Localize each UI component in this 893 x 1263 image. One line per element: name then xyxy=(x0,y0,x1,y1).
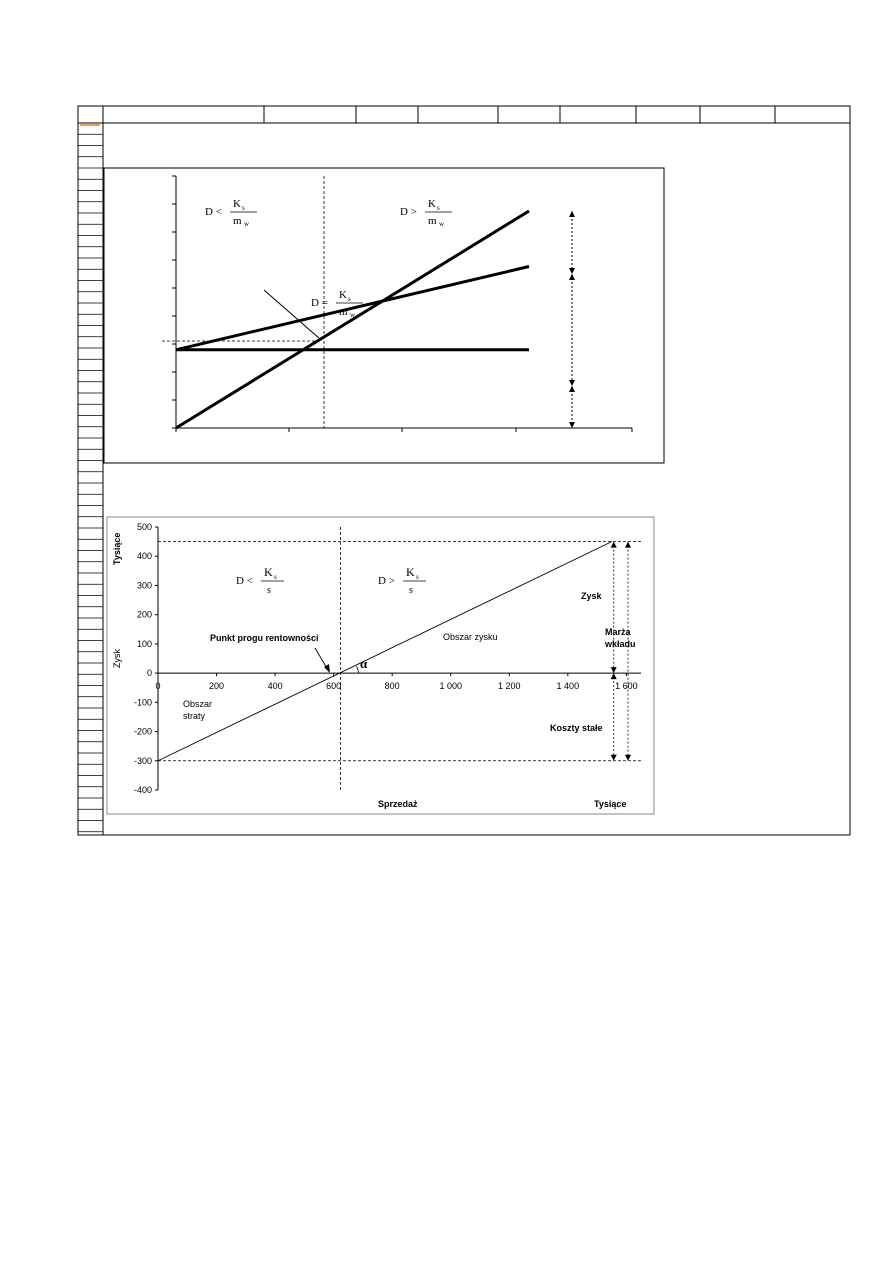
annot-right-numerator: K xyxy=(406,565,415,579)
annot-point-text: D = xyxy=(311,297,328,309)
x-tick-label: 1 200 xyxy=(498,681,521,692)
x-tick-label: 400 xyxy=(267,681,283,692)
annot-left-text: D < xyxy=(205,206,222,218)
y-tick-label: -200 xyxy=(133,726,152,737)
annot-left-denominator: m xyxy=(233,215,242,227)
annot-point-denominator: m xyxy=(339,306,348,318)
annot-right-text: D > xyxy=(400,206,417,218)
annot-right-numerator: K xyxy=(428,198,436,210)
annot-left-denominator: s xyxy=(267,585,271,596)
fixed-costs-label: Koszty stałe xyxy=(550,723,603,733)
annot-right-denominator: s xyxy=(409,585,413,596)
y-axis-unit-label: Tysiące xyxy=(112,532,122,565)
profit-label: Zysk xyxy=(581,591,602,601)
breakeven-label: Punkt progu rentowności xyxy=(210,633,319,643)
x-tick-label: 1 000 xyxy=(439,681,462,692)
annot-left-text: D < xyxy=(236,575,253,587)
x-tick-label: 800 xyxy=(384,681,400,692)
annot-right-numerator-sub: s xyxy=(437,204,440,212)
annot-left-numerator: K xyxy=(233,198,241,210)
margin-label-line2: wkładu xyxy=(605,639,636,649)
annot-right-denominator: m xyxy=(428,215,437,227)
x-axis-label: Sprzedaż xyxy=(378,799,418,809)
annot-left-numerator: K xyxy=(264,565,273,579)
x-tick-label: 600 xyxy=(326,681,342,692)
annot-left-denominator-sub: w xyxy=(244,220,250,228)
alpha-angle-label: α xyxy=(360,656,368,671)
margin-label-line1: Marża xyxy=(605,627,631,637)
y-tick-label: -100 xyxy=(133,697,152,708)
annot-point-denominator-sub: w xyxy=(350,311,356,319)
annot-left-numerator-sub: s xyxy=(242,204,245,212)
y-tick-label: 300 xyxy=(136,580,152,591)
annot-right-denominator-sub: w xyxy=(439,220,445,228)
annot-right-numerator-sub: s xyxy=(416,573,419,581)
chart-2 xyxy=(107,517,654,814)
x-axis-unit-label: Tysiące xyxy=(594,799,627,809)
y-tick-label: 0 xyxy=(146,668,152,679)
loss-area-label-line1: Obszar xyxy=(183,699,213,709)
annot-left-numerator-sub: s xyxy=(274,573,277,581)
annot-point-numerator: K xyxy=(339,289,347,301)
x-tick-label: 200 xyxy=(209,681,225,692)
y-axis-label: Zysk xyxy=(112,649,122,668)
y-tick-label: -300 xyxy=(133,755,152,766)
loss-area-label-line2: straty xyxy=(183,711,206,721)
y-tick-label: -400 xyxy=(133,785,152,795)
annot-point-numerator-sub: s xyxy=(348,295,351,303)
y-tick-label: 100 xyxy=(136,638,152,649)
y-tick-label: 400 xyxy=(136,551,152,562)
y-tick-label: 200 xyxy=(136,609,152,620)
x-tick-label: 1 600 xyxy=(615,681,638,692)
annot-right-text: D > xyxy=(378,575,395,587)
x-tick-label: 1 400 xyxy=(556,681,580,692)
chart-2-frame xyxy=(107,517,654,814)
profit-area-label: Obszar zysku xyxy=(443,632,498,642)
active-row-marker xyxy=(80,124,100,126)
chart-1 xyxy=(104,168,664,463)
x-tick-label: 0 xyxy=(155,681,161,692)
y-tick-label: 500 xyxy=(136,522,152,532)
chart-1-frame xyxy=(104,168,664,463)
